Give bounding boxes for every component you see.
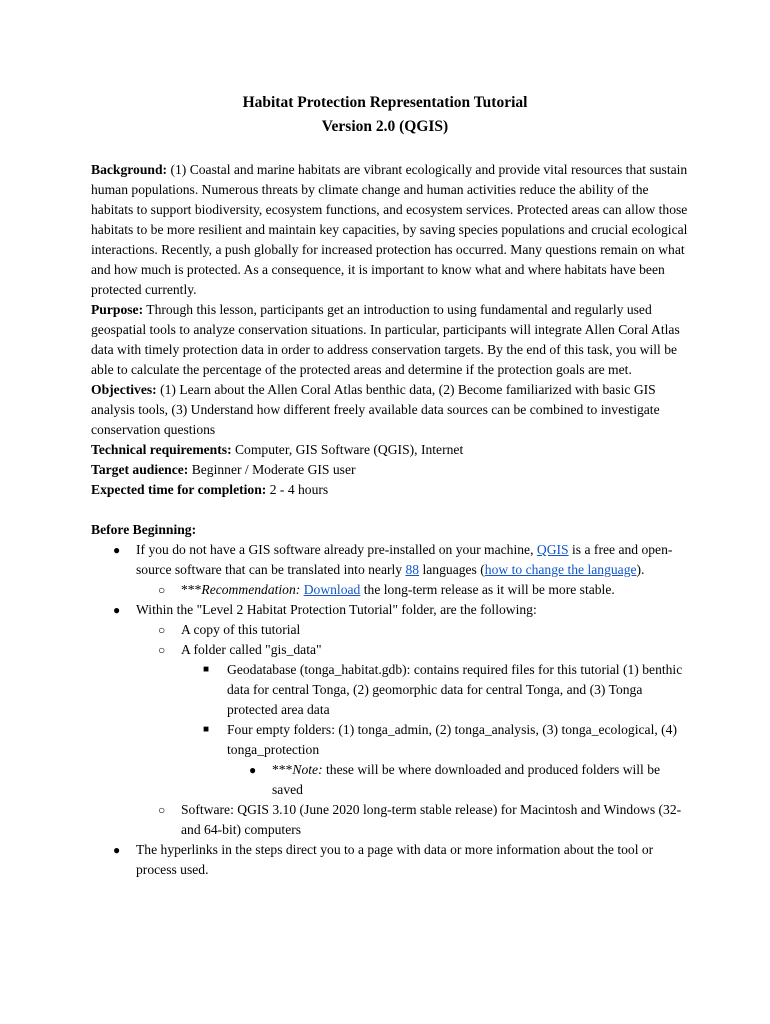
square-bullet-icon: ■ <box>203 664 210 675</box>
objectives-paragraph <box>91 380 691 440</box>
change-language-link[interactable]: how to change the language <box>484 562 637 577</box>
tech-label: Technical requirements: <box>91 442 232 457</box>
download-link[interactable]: Download <box>303 582 361 597</box>
purpose-paragraph <box>91 300 691 380</box>
circle-bullet-icon: ○ <box>158 643 166 657</box>
background-label: Background: <box>91 162 168 177</box>
objectives-text: (1) Learn about the Allen Coral Atlas benthic data, (2) Become familiarized with basic GIS analysis tools, (3) Understand how different freely available data sources can be combined to investigate conservation questions <box>91 382 660 437</box>
square-bullet-icon: ■ <box>203 724 210 735</box>
circle-bullet-icon: ○ <box>158 583 166 597</box>
list-item: ● If you do not have a GIS software already pre-installed on your machine, QGIS is a free and open-source software that can be translated into nearly 88 languages (how to change the language). ○ ***Recommendation: Download the long-term release as it will be more stable. <box>91 540 691 600</box>
bullet-icon: ● <box>249 763 257 777</box>
list-item: ● ***Note: these will be where downloaded and produced folders will be saved <box>249 762 661 797</box>
circle-bullet-icon: ○ <box>158 623 166 637</box>
list-item: ● The hyperlinks in the steps direct you to a page with data or more information about the tool or process used. <box>113 842 654 877</box>
bullet-icon: ● <box>113 843 121 857</box>
before-list <box>91 540 691 880</box>
document-body <box>91 160 691 880</box>
before-beginning-heading: Before Beginning: <box>91 522 197 537</box>
expected-time <box>91 480 691 500</box>
list-item: ■ Geodatabase (tonga_habitat.gdb): contains required files for this tutorial (1) benthic data for central Tonga, (2) geomorphic data for central Tonga, and (3) Tonga protected area data <box>203 662 683 717</box>
document-title: Habitat Protection Representation Tutorial <box>242 94 528 111</box>
purpose-label: Purpose: <box>91 302 144 317</box>
background-paragraph <box>91 160 691 300</box>
background-text: (1) Coastal and marine habitats are vibrant ecologically and provide vital resources that sustain human populations. Numerous threats by climate change and human activities reduce the ability of the habitats to support biodiversity, ecosystem functions, and ecosystem services. Protected areas can allow those habitats to be more resilient and maintain key capacities, by saving species populations and crucial ecological interactions. Recently, a push globally for increased protection has occurred. Many questions remain on what and how much is protected. As a consequence, it is important to know what and where habitats have been protected currently. <box>91 162 688 297</box>
list-item: ○ A folder called "gis_data" ■ Geodatabase (tonga_habitat.gdb): contains required files for this tutorial (1) benthic data for central Tonga, (2) geomorphic data for central Tonga, and (3) Tonga protected area data ■ Four empty folders: (1) tonga_admin, (2) tonga_analysis, (3) tonga_ecological, (4) tonga_protection ● ***Note: these will be where downloaded and produced folders will be saved <box>136 640 691 800</box>
list-item: ○ Software: QGIS 3.10 (June 2020 long-term stable release) for Macintosh and Windows (32- and 64-bit) computers <box>158 802 682 837</box>
qgis-link[interactable]: QGIS <box>536 542 569 557</box>
list-item: ○ A copy of this tutorial <box>136 620 691 640</box>
list-item: ■ Four empty folders: (1) tonga_admin, (2) tonga_analysis, (3) tonga_ecological, (4) tonga_protection ● ***Note: these will be where downloaded and produced folders will be saved <box>181 720 691 800</box>
purpose-text: Through this lesson, participants get an introduction to using fundamental and regularly used geospatial tools to analyze conservation situations. In particular, participants will integrate Allen Coral Atlas data with timely protection data in order to address conservation targets. By the end of this task, you will be able to calculate the percentage of the protected areas and determine if the protection goals are met. <box>91 302 680 377</box>
target-audience <box>91 460 691 480</box>
bullet-icon: ● <box>113 603 121 617</box>
tech-requirements <box>91 440 691 460</box>
bullet-icon: ● <box>113 543 121 557</box>
objectives-label: Objectives: <box>91 382 157 397</box>
languages-count-link[interactable]: 88 <box>405 562 420 577</box>
audience-text: Beginner / Moderate GIS user <box>188 462 356 477</box>
audience-label: Target audience: <box>91 462 189 477</box>
document-version: Version 2.0 (QGIS) <box>321 118 449 135</box>
list-item: ○ ***Recommendation: Download the long-term release as it will be more stable. <box>136 580 691 600</box>
time-label: Expected time for completion: <box>91 482 267 497</box>
circle-bullet-icon: ○ <box>158 803 166 817</box>
time-text: 2 - 4 hours <box>266 482 329 497</box>
list-item: ● Within the "Level 2 Habitat Protection Tutorial" folder, are the following: ○ A copy of this tutorial ○ A folder called "gis_data" ■ Geodatabase (tonga_habitat.gdb): contains required files for this tutorial (1) benthic data for central Tonga, (2) geomorphic data for central Tonga, and (3) Tonga protected area data ■ Four empty folders: (1) tonga_admin, (2) tonga_analysis, (3) tonga_ecological, (4) tonga_protection ● ***Note: these will be where downloaded and produced folders will be saved ○ Software: QGIS 3.10 (June 2020 long-term stable release) for Macintosh and Windows (32- and 64-bit) computers <box>91 600 691 840</box>
tech-text: Computer, GIS Software (QGIS), Internet <box>231 442 464 457</box>
